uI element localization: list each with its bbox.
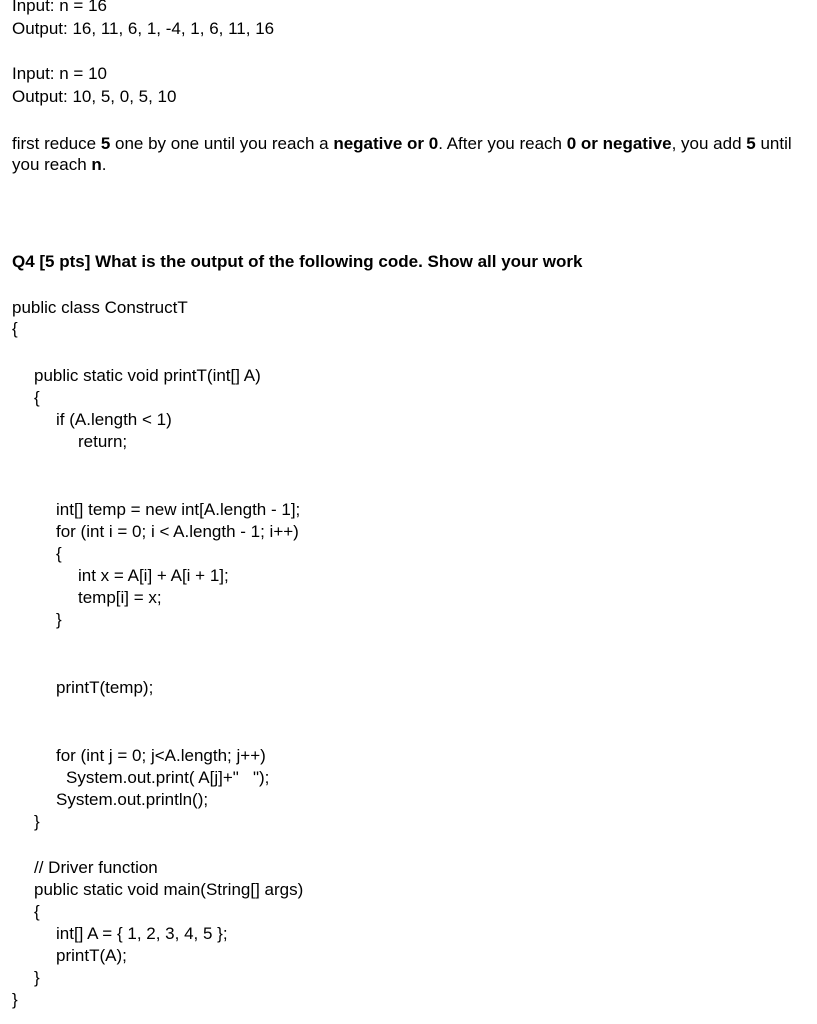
code-line: System.out.print( A[j]+" "); (66, 768, 270, 787)
code-line: System.out.println(); (56, 790, 209, 809)
code-line: } (34, 812, 40, 831)
code-line: } (34, 968, 40, 987)
example-1-output: Output: 16, 11, 6, 1, -4, 1, 6, 11, 16 (12, 19, 275, 38)
code-line: int x = A[i] + A[i + 1]; (78, 566, 229, 585)
code-line: temp[i] = x; (78, 588, 162, 607)
example-1-input: Input: n = 16 (12, 0, 107, 15)
code-line: int[] A = { 1, 2, 3, 4, 5 }; (56, 924, 228, 943)
code-line: { (56, 544, 62, 563)
code-line: } (56, 610, 62, 629)
example-2-input: Input: n = 10 (12, 64, 107, 83)
code-line: { (34, 388, 40, 407)
code-line: { (34, 902, 40, 921)
code-line: { (12, 319, 18, 338)
code-line: if (A.length < 1) (56, 410, 172, 429)
code-line: for (int j = 0; j<A.length; j++) (56, 746, 266, 765)
code-line: public static void printT(int[] A) (34, 366, 261, 385)
code-line: int[] temp = new int[A.length - 1]; (56, 500, 301, 519)
code-line: printT(A); (56, 946, 127, 965)
code-line: public static void main(String[] args) (34, 880, 304, 899)
code-comment: // Driver function (34, 858, 158, 877)
code-line: for (int i = 0; i < A.length - 1; i++) (56, 522, 299, 541)
code-line: public class ConstructT (12, 298, 188, 317)
example-2-output: Output: 10, 5, 0, 5, 10 (12, 87, 177, 106)
question-heading: Q4 [5 pts] What is the output of the following code. Show all your work (12, 252, 583, 271)
code-line: printT(temp); (56, 678, 154, 697)
explanation-paragraph: first reduce 5 one by one until you reach a negative or 0. After you reach 0 or negative, you add 5 until you reach n. (12, 134, 792, 174)
code-line: } (12, 990, 18, 1009)
code-line: return; (78, 432, 128, 451)
